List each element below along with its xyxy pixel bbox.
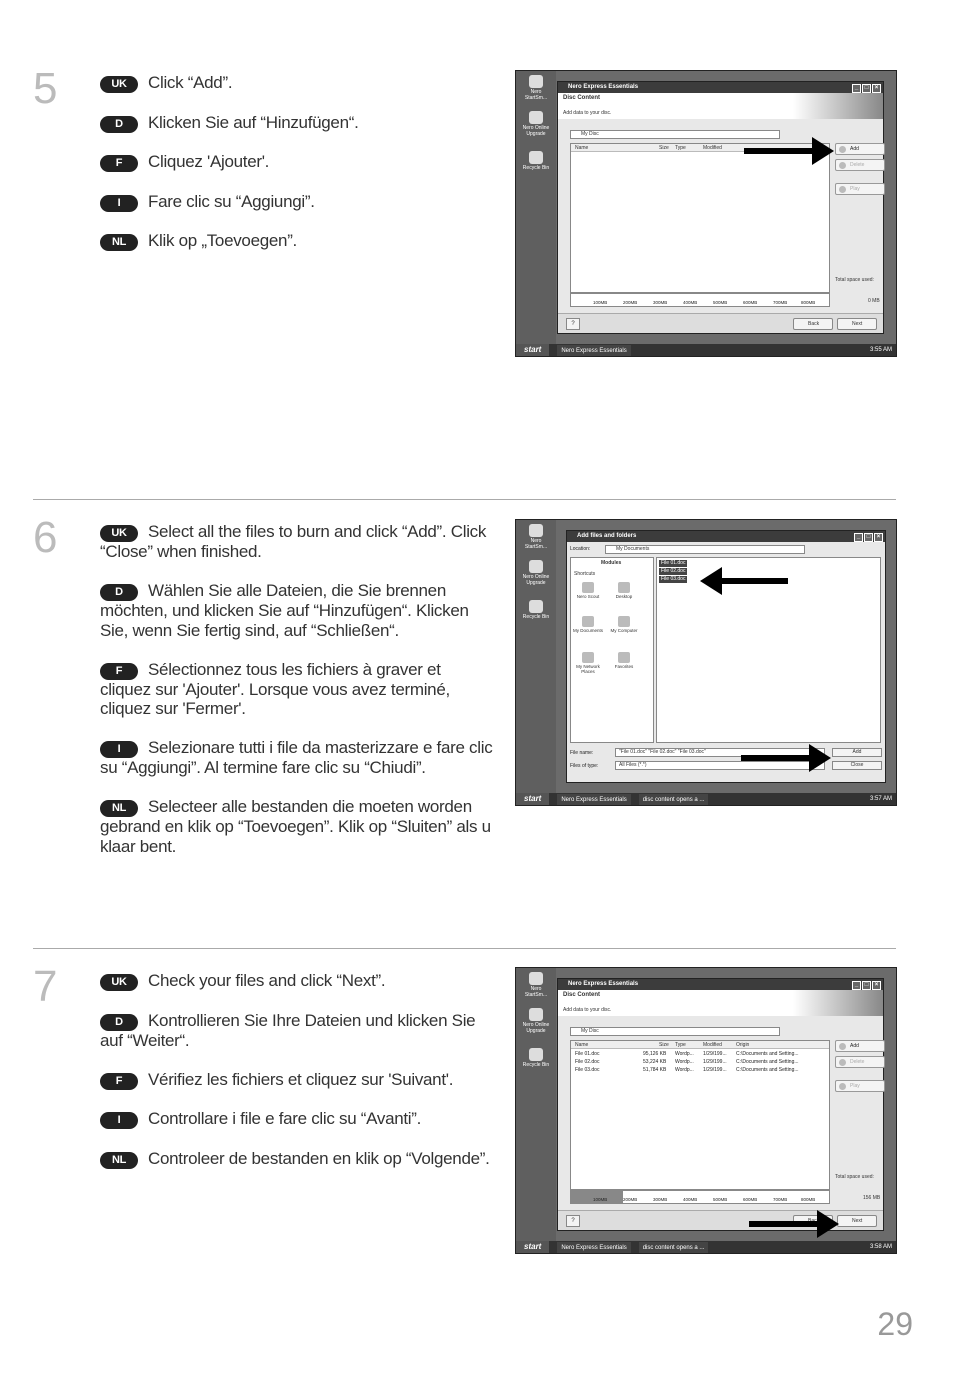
next-button[interactable]: Next [837, 1215, 877, 1227]
module-item[interactable]: Nero Scout [573, 582, 603, 599]
bottom-bar [558, 313, 883, 333]
language-badge: D [100, 116, 138, 133]
documents-icon [582, 616, 594, 627]
icon-label: Nero StartSm... [524, 89, 548, 101]
instruction-text: Klik op „Toevoegen”. [148, 231, 297, 250]
add-button[interactable]: Add [835, 143, 885, 155]
language-badge: F [100, 663, 138, 680]
add-button[interactable]: Add [832, 748, 882, 757]
taskbar-item[interactable]: Nero Express Essentials [557, 794, 630, 806]
instruction-line [100, 660, 495, 719]
total-space-value: 0 MB [868, 298, 880, 304]
module-item[interactable]: My Network Places [573, 652, 603, 674]
modules-panel [570, 557, 654, 743]
capacity-ruler: 100MB 200MB 300MB 400MB 500MB 600MB 700MB 800MB [570, 293, 830, 307]
icon-label: Recycle Bin [522, 1062, 550, 1068]
network-icon [582, 652, 594, 663]
desktop-icon [618, 582, 630, 593]
next-button[interactable]: Next [837, 318, 877, 330]
nero-watermark [793, 990, 883, 1016]
maximize-icon[interactable]: □ [864, 533, 873, 542]
taskbar-item[interactable]: disc content opens a ... [639, 794, 709, 806]
desktop-icon[interactable] [519, 524, 553, 550]
column-header[interactable]: Type [675, 145, 686, 151]
instruction-line [100, 1149, 495, 1169]
close-button[interactable]: Close [832, 761, 882, 770]
desktop [516, 968, 556, 1241]
selected-file[interactable]: File 01.doc [661, 560, 686, 566]
nero-watermark [793, 93, 883, 119]
instruction-line [100, 581, 495, 640]
instruction-text: Kontrollieren Sie Ihre Dateien und klicken Sie auf “Weiter“. [100, 1010, 476, 1050]
instruction-text: Check your files and click “Next”. [148, 971, 386, 990]
language-badge: F [100, 1073, 138, 1090]
column-header[interactable]: Modified [703, 1042, 722, 1048]
taskbar-item[interactable]: Nero Express Essentials [557, 1242, 630, 1254]
file-browser[interactable] [656, 557, 881, 743]
desktop-icon[interactable] [519, 600, 553, 620]
selected-file[interactable]: File 03.doc [661, 576, 686, 582]
icon-label: Recycle Bin [522, 614, 550, 620]
desktop-icon[interactable] [519, 151, 553, 171]
minimize-icon[interactable]: _ [854, 533, 863, 542]
taskbar-item[interactable]: Nero Express Essentials [557, 345, 630, 357]
column-header[interactable]: Origin [736, 1042, 750, 1048]
header-title: Disc Content [563, 992, 601, 998]
total-space-label: Total space used: [835, 277, 874, 283]
instructions [100, 522, 495, 876]
disc-name-combo[interactable]: My Disc [570, 1027, 780, 1036]
instruction-line [100, 971, 495, 991]
desktop-icon[interactable] [519, 972, 553, 998]
recycle-bin-icon [529, 151, 543, 164]
instruction-line [100, 1070, 495, 1090]
taskbar-item[interactable]: disc content opens a ... [639, 1242, 709, 1254]
language-badge: D [100, 584, 138, 601]
instruction-line [100, 738, 495, 778]
file-list[interactable] [570, 143, 830, 293]
help-button[interactable]: ? [566, 318, 580, 330]
instruction-text: Selezionare tutti i file da masterizzare e fare clic su “Aggiungi”. Al termine fare clic su “Chiudi”. [100, 738, 493, 777]
back-button[interactable]: Back [793, 318, 833, 330]
module-item[interactable]: My Computer [609, 616, 639, 633]
play-button[interactable]: Play [835, 183, 885, 195]
divider [33, 499, 896, 500]
scout-icon [582, 582, 594, 593]
disc-name-combo[interactable]: My Disc [570, 130, 780, 139]
instructions [100, 971, 495, 1188]
screenshot-nero-empty [515, 70, 897, 357]
selected-file[interactable]: File 02.doc [661, 568, 686, 574]
favorites-star-icon [618, 652, 630, 663]
language-badge: I [100, 741, 138, 758]
minimize-icon[interactable]: _ [852, 981, 861, 990]
file-list[interactable] [570, 1040, 830, 1190]
table-row[interactable]: File 01.doc 95,126 KB Wordp... 1/29/199... C:\Documents and Setting... [575, 1051, 799, 1057]
language-badge: UK [100, 974, 138, 991]
page-number: 29 [877, 1306, 913, 1342]
total-space-label: Total space used: [835, 1174, 874, 1180]
instruction-line [100, 113, 495, 133]
close-icon[interactable]: × [874, 533, 883, 542]
start-button[interactable]: start [516, 793, 549, 805]
screenshot-nero-filled [515, 967, 897, 1254]
filename-input[interactable]: "File 01.doc" "File 02.doc" "File 03.doc" [615, 748, 825, 757]
add-files-dialog [566, 530, 886, 783]
column-header[interactable]: Name [575, 145, 589, 151]
instruction-line [100, 192, 495, 212]
play-button[interactable]: Play [835, 1080, 885, 1092]
step-number: 6 [33, 513, 58, 562]
nero-window [557, 81, 884, 334]
clock: 3:55 AM [869, 347, 892, 353]
desktop [516, 520, 556, 793]
upgrade-icon [529, 560, 543, 573]
icon-label: Nero Online Upgrade [522, 125, 550, 137]
instruction-text: Klicken Sie auf “Hinzufügen“. [148, 112, 359, 132]
language-badge: UK [100, 76, 138, 93]
maximize-icon[interactable]: □ [862, 981, 871, 990]
window-title: Nero Express Essentials _ □ × [558, 979, 883, 990]
nero-icon [529, 75, 543, 88]
instruction-text: Controleer de bestanden en klik op “Volgende”. [148, 1148, 490, 1168]
location-combo[interactable]: My Documents [605, 545, 805, 554]
total-space-value: 156 MB [863, 1195, 881, 1201]
icon-label: Recycle Bin [522, 165, 550, 171]
instruction-text: Select all the files to burn and click “Add”. Click “Close” when finished. [100, 522, 487, 561]
language-badge: NL [100, 800, 138, 817]
location-label: Location: [570, 546, 591, 552]
desktop-icon[interactable] [519, 1008, 553, 1034]
header [558, 93, 883, 119]
delete-button[interactable]: Delete [835, 1056, 885, 1068]
column-header[interactable]: Type [675, 1042, 686, 1048]
instruction-line [100, 73, 495, 93]
window-controls [853, 532, 883, 543]
instruction-text: Vérifiez les fichiers et cliquez sur 'Suivant'. [148, 1069, 454, 1089]
action-buttons [835, 1040, 885, 1096]
desktop-icon[interactable] [519, 75, 553, 101]
header-title: Disc Content [563, 95, 601, 101]
icon-label: Nero StartSm... [524, 986, 548, 998]
window-title: Add files and folders _ □ × [567, 531, 885, 542]
taskbar [516, 1241, 896, 1253]
list-header [571, 1041, 829, 1049]
icon-label: Nero Online Upgrade [522, 1022, 550, 1034]
instruction-line [100, 231, 495, 251]
language-badge: I [100, 195, 138, 212]
window-title: Nero Express Essentials _ □ × [558, 82, 883, 93]
icon-label: Nero Online Upgrade [522, 574, 550, 586]
instruction-text: Click “Add”. [148, 73, 233, 92]
filetype-label: Files of type: [570, 763, 599, 769]
divider [33, 948, 896, 949]
step-number: 5 [33, 64, 58, 113]
delete-button[interactable]: Delete [835, 159, 885, 171]
language-badge: UK [100, 525, 138, 542]
header-subtitle: Add data to your disc. [563, 110, 612, 116]
instruction-line [100, 1011, 495, 1051]
upgrade-icon [529, 111, 543, 124]
taskbar [516, 344, 896, 356]
language-badge: NL [100, 234, 138, 251]
nero-window [557, 978, 884, 1231]
clock: 3:57 AM [869, 796, 892, 802]
language-badge: I [100, 1112, 138, 1129]
header-subtitle: Add data to your disc. [563, 1007, 612, 1013]
recycle-bin-icon [529, 600, 543, 613]
taskbar [516, 793, 896, 805]
recycle-bin-icon [529, 1048, 543, 1061]
language-badge: D [100, 1014, 138, 1031]
help-button[interactable]: ? [566, 1215, 580, 1227]
column-header[interactable]: Size [659, 1042, 669, 1048]
shortcuts-label[interactable]: Shortcuts [574, 571, 596, 577]
module-item[interactable]: Desktop [609, 582, 639, 599]
nero-icon [529, 524, 543, 537]
screenshot-add-files [515, 519, 897, 806]
instruction-line [100, 152, 495, 172]
maximize-icon[interactable]: □ [862, 84, 871, 93]
start-button[interactable]: start [516, 344, 549, 356]
module-item[interactable]: My Documents [573, 616, 603, 633]
clock: 3:58 AM [869, 1244, 892, 1250]
upgrade-icon [529, 1008, 543, 1021]
instruction-text: Sélectionnez tous les fichiers à graver et cliquez sur 'Ajouter'. Lorsque vous avez terminé, cliquez sur 'Fermer'. [100, 659, 450, 718]
instructions [100, 73, 495, 271]
start-button[interactable]: start [516, 1241, 549, 1253]
column-header[interactable]: Modified [703, 145, 722, 151]
language-badge: F [100, 155, 138, 172]
column-header[interactable]: Size [659, 145, 669, 151]
desktop-icon[interactable] [519, 560, 553, 586]
capacity-ruler: 100MB 200MB 300MB 400MB 500MB 600MB 700MB 800MB [570, 1190, 830, 1204]
instruction-text: Controllare i file e fare clic su “Avanti”. [148, 1109, 422, 1128]
module-item[interactable]: Favorites [609, 652, 639, 669]
header [558, 990, 883, 1016]
minimize-icon[interactable]: _ [852, 84, 861, 93]
nero-icon [529, 972, 543, 985]
filename-label: File name: [570, 750, 594, 756]
instruction-line [100, 1109, 495, 1129]
instruction-line [100, 797, 495, 856]
instruction-line [100, 522, 495, 562]
table-row[interactable]: File 02.doc 53,224 KB Wordp... 1/29/199... C:\Documents and Setting... [575, 1059, 799, 1065]
add-button[interactable]: Add [835, 1040, 885, 1052]
computer-icon [618, 616, 630, 627]
close-icon[interactable]: × [872, 84, 881, 93]
desktop-icon[interactable] [519, 1048, 553, 1068]
instruction-text: Cliquez 'Ajouter'. [148, 152, 270, 171]
icon-label: Nero StartSm... [524, 538, 548, 550]
filetype-select[interactable]: All Files (*.*) [615, 761, 825, 770]
language-badge: NL [100, 1152, 138, 1169]
instruction-text: Fare clic su “Aggiungi”. [148, 191, 315, 211]
column-header[interactable]: Name [575, 1042, 589, 1048]
desktop [516, 71, 556, 344]
modules-label: Modules [601, 560, 622, 566]
action-buttons [835, 143, 885, 199]
step-number: 7 [33, 962, 58, 1011]
close-icon[interactable]: × [872, 981, 881, 990]
desktop-icon[interactable] [519, 111, 553, 137]
table-row[interactable]: File 03.doc 51,784 KB Wordp... 1/29/199... C:\Documents and Setting... [575, 1067, 799, 1073]
instruction-text: Selecteer alle bestanden die moeten worden gebrand en klik op “Toevoegen”. Klik op “Sluiten” als u klaar bent. [100, 797, 491, 856]
instruction-text: Wählen Sie alle Dateien, die Sie brennen möchten, und klicken Sie auf “Hinzufügen“. Klicken Sie, wenn Sie fertig sind, auf “Schließen“. [100, 581, 469, 640]
